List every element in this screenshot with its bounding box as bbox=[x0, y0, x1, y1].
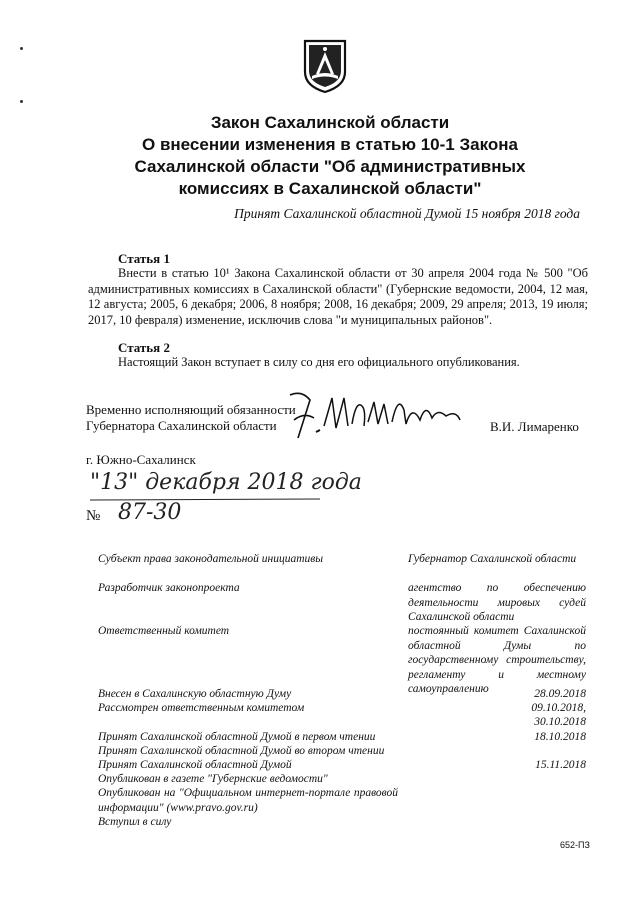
article-1-heading: Статья 1 bbox=[118, 251, 170, 266]
event-label: Опубликован в газете "Губернские ведомости" bbox=[98, 773, 328, 785]
meta-label: Разработчик законопроекта bbox=[98, 582, 240, 594]
event-date: 18.10.2018 bbox=[534, 731, 586, 743]
article-2-text bbox=[88, 355, 588, 371]
event-date: 28.09.2018 bbox=[534, 688, 586, 700]
law-subtitle-line: Сахалинской области "Об административных bbox=[134, 157, 526, 176]
event-date: 30.10.2018 bbox=[534, 716, 586, 728]
position-line: Губернатора Сахалинской области bbox=[86, 418, 277, 433]
meta-value: постоянный комитет Сахалинской областной Думы по государственному строительству, регламенту и местному самоуправлению bbox=[408, 625, 586, 695]
event-label: Внесен в Сахалинскую областную Думу bbox=[98, 688, 292, 700]
coat-of-arms-icon bbox=[302, 38, 348, 94]
adoption-note: Принят Сахалинской областной Думой 15 ноября 2018 года bbox=[234, 206, 580, 221]
number-prefix: № bbox=[86, 508, 101, 524]
meta-value: Губернатор Сахалинской области bbox=[408, 553, 577, 565]
handwritten-number: 87-30 bbox=[118, 500, 182, 525]
meta-value: агентство по обеспечению деятельности мировых судей Сахалинской области bbox=[408, 582, 586, 623]
event-date: 15.11.2018 bbox=[535, 759, 586, 771]
event-label: Рассмотрен ответственным комитетом bbox=[98, 702, 305, 714]
event-label: Принят Сахалинской областной Думой во втором чтении bbox=[98, 745, 385, 757]
handwritten-signature bbox=[280, 380, 470, 450]
article-2-heading: Статья 2 bbox=[118, 340, 170, 355]
law-title: Закон Сахалинской области bbox=[210, 113, 450, 132]
law-subtitle-line: О внесении изменения в статью 10-1 Закона bbox=[142, 135, 518, 154]
event-label: Принят Сахалинской областной Думой в первом чтении bbox=[98, 731, 376, 743]
article-2-body: Настоящий Закон вступает в силу со дня его официального опубликования. bbox=[118, 355, 520, 369]
meta-label: Субъект права законодательной инициативы bbox=[98, 553, 324, 565]
document-code: 652-ПЗ bbox=[560, 840, 590, 850]
scan-mark bbox=[20, 100, 23, 103]
event-label: Вступил в силу bbox=[98, 816, 172, 828]
scan-mark bbox=[20, 47, 23, 50]
signatory-position bbox=[86, 402, 296, 434]
article-1-text bbox=[88, 266, 588, 328]
law-subtitle-line: комиссиях в Сахалинской области" bbox=[178, 179, 482, 198]
meta-label: Ответственный комитет bbox=[98, 625, 230, 637]
event-label: Принят Сахалинской областной Думой bbox=[98, 759, 292, 771]
handwritten-date: "13" декабря 2018 года bbox=[90, 470, 362, 495]
article-1-body: Внести в статью 10¹ Закона Сахалинской области от 30 апреля 2004 года № 500 "Об административных комиссиях в Сахалинской области" (Губернские ведомости, 2004, 12 мая, 12 августа; 2005, 6 декабря; 2006, 8 ноября; 2008, 16 декабря; 2009, 29 апреля; 2013, 19 июля; 2017, 10 февраля) изменение, исключив слова "и муниципальных районов". bbox=[88, 266, 588, 327]
signatory-name: В.И. Лимаренко bbox=[490, 419, 579, 434]
signing-city: г. Южно-Сахалинск bbox=[86, 452, 196, 467]
event-label: Опубликован на "Официальном интернет-портале правовой информации" (www.pravo.gov.ru) bbox=[98, 787, 398, 814]
position-line: Временно исполняющий обязанности bbox=[86, 402, 296, 417]
event-date: 09.10.2018, bbox=[531, 702, 586, 714]
